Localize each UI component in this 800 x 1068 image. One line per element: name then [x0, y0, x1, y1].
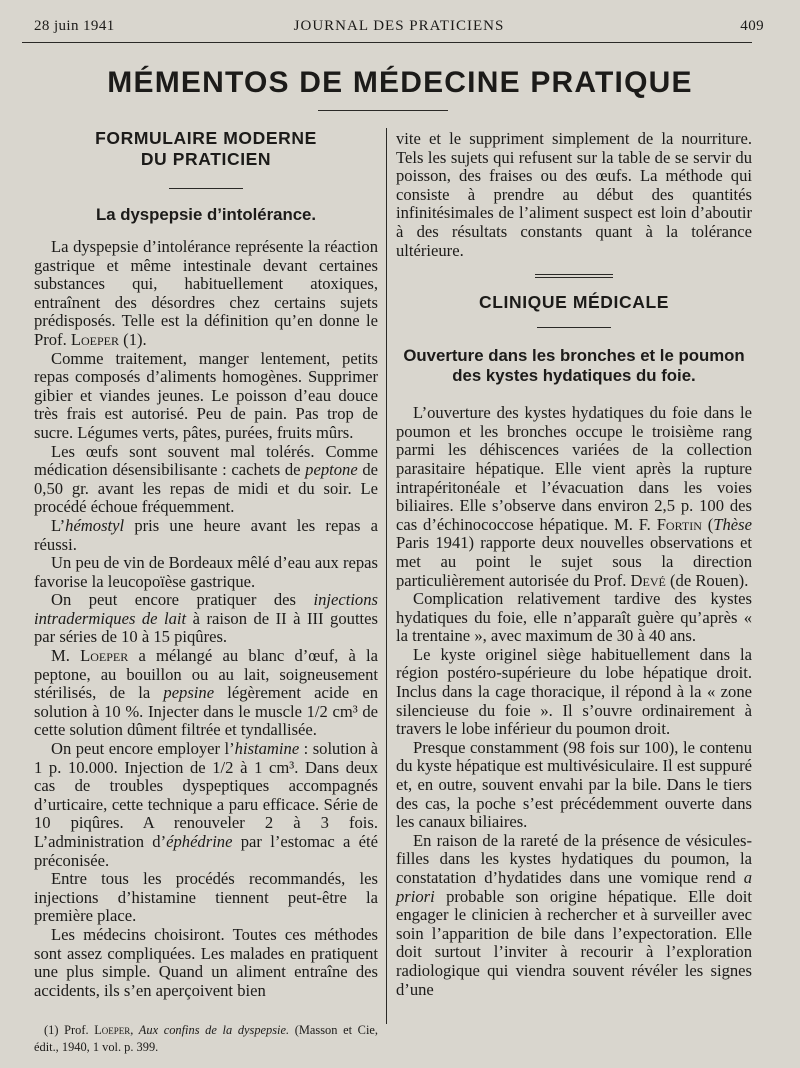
title-rule — [318, 110, 448, 111]
text: ( — [701, 514, 714, 534]
author-name: Loeper — [80, 646, 129, 666]
paragraph — [396, 832, 752, 999]
term: hémostyl — [65, 515, 125, 535]
running-head — [34, 18, 764, 40]
paragraph — [34, 238, 378, 350]
paragraph: Le kyste originel siège habituellement dans la région postéro-supérieure du lobe hépatique droit. Inclus dans la cage thoracique, il répond à la « zone silencieuse du foie ». Il s’ouvre ordinairement à travers le lobe inférieur du poumon droit. — [396, 644, 752, 739]
text: En raison de la rareté de la présence de vésicules-filles dans les kystes hydatiques du poumon, la constatation d’hydatides dans une vomique rend — [396, 830, 752, 887]
author-name: Loeper — [94, 1023, 131, 1038]
paragraph — [396, 404, 752, 590]
main-title: MÉMENTOS DE MÉDECINE PRATIQUE — [107, 66, 693, 99]
section-heading-clinique: CLINIQUE MÉDICALE — [478, 292, 670, 313]
left-column — [34, 124, 378, 1056]
text: La dyspepsie d’intolérance représente la réaction gastrique et même intestinale devant certaines substances qui, habituellement atoxiques, entraînent des désordres chez certains sujets prédisposés. Telle est la définition qu’en donne le Prof. — [34, 237, 378, 349]
column-divider — [386, 128, 387, 1024]
section-rule — [169, 188, 243, 189]
paragraph: Comme traitement, manger lentement, petits repas composés d’aliments homogènes. Supprimer gibier et viandes jeunes. Le poisson d’eau douce très frais est autorisé. Peu de pain. Pas trop de sucre. Légumes verts, pâtes, purées, fruits mûrs. — [34, 348, 378, 442]
page-number: 409 — [740, 18, 764, 34]
paragraph: Presque constamment (98 fois sur 100), le contenu du kyste hépatique est multivésiculaire. Il est suppuré et, en outre, souvent envahi par la bile. Dans le tiers des cas, la poche s’est précédemment ouverte dans les canaux biliaires. — [396, 737, 752, 832]
term: a priori — [396, 868, 752, 906]
section-heading-formulaire — [34, 128, 378, 170]
book-title: , Aux confins de la dyspepsie. — [130, 1023, 290, 1038]
author-name: Fortin — [656, 514, 702, 534]
paragraph — [34, 647, 378, 740]
term: éphédrine — [166, 832, 233, 851]
text: On peut encore pratiquer des — [51, 590, 314, 610]
text: a mélangé au blanc d’œuf, à la peptone, au bouillon ou au lait, soigneusement stérilisés, de la — [34, 646, 379, 703]
section-heading-line2: DU PRATICIEN — [140, 149, 272, 169]
text: On peut encore employer l’ — [51, 739, 235, 759]
text: probable son origine hépatique. Elle doit engager le clinicien à rechercher et à surveiller avec soin l’apparition de bile dans l’expectoration. Elle doit surtout l’inviter à recourir à l’exploration radiologique qui viendra souvent révéler les signes d’une — [396, 886, 752, 999]
paragraph — [34, 517, 378, 554]
paragraph-continued: vite et le suppriment simplement de la nourriture. Tels les sujets qui refusent sur la table de se servir du poisson, des fraises ou des œufs. La méthode qui consiste à prendre au début des quantités infinitésimales de l’aliment suspect est loin d’aboutir à des résultats constants quant à la tolérance ultérieure. — [396, 129, 752, 260]
text: par l’estomac a été préconisée. — [34, 832, 378, 870]
paragraph — [34, 740, 378, 870]
article-body-kystes — [396, 404, 752, 999]
footnote — [34, 1022, 378, 1056]
article-title-kystes — [396, 346, 752, 386]
paragraph — [34, 443, 378, 517]
text: (1) Prof. — [44, 1023, 95, 1038]
section-rule — [537, 327, 611, 328]
article-title-dyspepsie: La dyspepsie d’intolérance. — [95, 205, 317, 224]
text: à raison de II à III gouttes par séries de 10 à 15 piqûres. — [34, 608, 378, 647]
text: M. — [51, 646, 81, 666]
text: pris une heure avant les repas a réussi. — [34, 515, 378, 554]
text: : solution à 1 p. 10.000. Injection de 1/2 à 1 cm³. Dans deux cas de troubles dyspeptiques accompagnés d’urticaire, cette technique a paru efficace. Série de 10 piqûres. A renouveler 2 à 3 fois. L’administration d’ — [34, 739, 378, 851]
text: L’ouverture des kystes hydatiques du foie dans le poumon et les bronches occupe le troisième rang parmi les déhiscences variées de la collection parasitaire hépatique. Elle vient après la rupture intrapéritonéale et l’évacuation dans les voies biliaires. Elle s’observe dans environ 2,5 p. 100 des cas d’échinococcose hépatique. M. F. — [396, 403, 752, 534]
term: peptone — [305, 460, 358, 480]
text: (1). — [119, 329, 147, 349]
text: Les œufs sont souvent mal tolérés. Comme médication désensibilisante : cachets de — [34, 441, 378, 480]
paragraph — [34, 591, 378, 647]
paragraph: Entre tous les procédés recommandés, les injections d’histamine tiennent peut-être la première place. — [34, 869, 378, 926]
author-name: Loeper — [70, 329, 120, 349]
text: (de Rouen). — [665, 570, 749, 590]
header-rule — [22, 42, 752, 43]
paragraph: Un peu de vin de Bordeaux mêlé d’eau aux repas favorise la leucopoïèse gastrique. — [34, 553, 378, 591]
issue-date: 28 juin 1941 — [34, 18, 115, 34]
paragraph: Les médecins choisiront. Toutes ces méthodes sont assez compliquées. Les malades en pratiquent une plus simple. Quand un aliment entraîne des accidents, ils s’en aperçoivent bien — [34, 924, 378, 1000]
article-body-dyspepsie — [34, 238, 378, 1000]
text: Paris 1941) rapporte deux nouvelles observations et met au point le sujet sous la direction particulièrement autorisée du Prof. — [396, 533, 752, 590]
journal-name: JOURNAL DES PRATICIENS — [293, 18, 505, 34]
term: pepsine — [163, 683, 215, 703]
article-title-line2: des kystes hydatiques du foie. — [452, 366, 696, 386]
section-heading-line1: FORMULAIRE MODERNE — [95, 128, 317, 148]
text: légèrement acide en solution à 10 %. Injecter dans le muscle 1/2 cm³ de cette solution dûment filtrée et tyndallisée. — [34, 683, 378, 740]
paragraph: Complication relativement tardive des kystes hydatiques du foie, elle n’apparaît guère qu’après « la trentaine », avec maximum de 30 à 40 ans. — [396, 589, 752, 646]
section-separator — [535, 274, 613, 278]
author-name: Devé — [630, 570, 666, 590]
text: L’ — [51, 515, 66, 535]
term: injections intradermiques de lait — [34, 590, 378, 628]
right-column — [396, 130, 752, 999]
text: de 0,50 gr. avant les repas de midi et du soir. Le procédé échoue fréquemment. — [34, 460, 379, 517]
article-title-line1: Ouverture dans les bronches et le poumon — [403, 346, 745, 366]
term: histamine — [234, 739, 300, 759]
text: (Masson et Cie, édit., 1940, 1 vol. p. 399. — [34, 1023, 378, 1055]
term: Thèse — [713, 514, 752, 534]
